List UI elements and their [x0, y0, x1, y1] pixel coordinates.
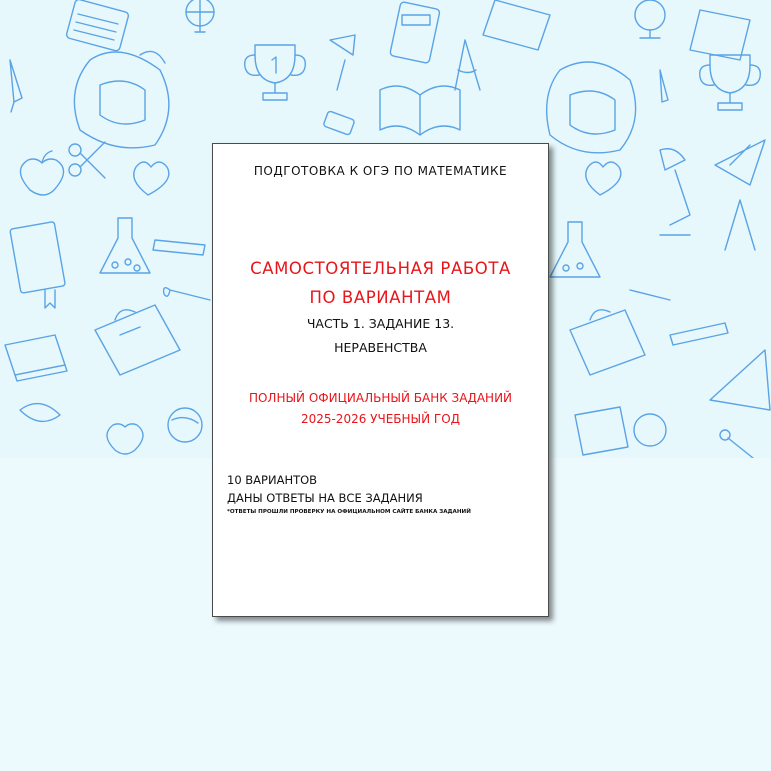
globe-icon-3 — [635, 0, 665, 38]
notebook-icon — [66, 0, 129, 52]
backpack-icon — [74, 51, 169, 147]
apple-icon-2 — [107, 424, 143, 454]
triangle-ruler-icon — [710, 350, 770, 410]
eraser-icon — [323, 111, 355, 136]
title-line-2: ПО ВАРИАНТАМ — [309, 288, 452, 307]
answers-note: ДАНЫ ОТВЕТЫ НА ВСЕ ЗАДАНИЯ — [227, 491, 423, 505]
answers-footnote: *ОТВЕТЫ ПРОШЛИ ПРОВЕРКУ НА ОФИЦИАЛЬНОМ САЙТЕ БАНКА ЗАДАНИЙ — [227, 509, 471, 515]
globe-icon — [186, 0, 214, 32]
heart-icon — [134, 162, 169, 195]
ruler-icon — [153, 240, 205, 255]
document-header: ПОДГОТОВКА К ОГЭ ПО МАТЕМАТИКЕ — [253, 164, 508, 178]
trophy-icon — [245, 45, 306, 100]
ruler-icon-2 — [670, 323, 728, 345]
part-line: ЧАСТЬ 1. ЗАДАНИЕ 13. — [306, 316, 455, 331]
bank-line-1: ПОЛНЫЙ ОФИЦИАЛЬНЫЙ БАНК ЗАДАНИЙ — [248, 391, 513, 405]
books-stack-icon — [5, 335, 67, 381]
backpack-icon-2 — [547, 62, 636, 153]
topic-line: НЕРАВЕНСТВА — [334, 340, 427, 355]
paintbrush-icon-2 — [630, 290, 670, 300]
book-icon — [10, 221, 66, 308]
trophy-icon-2 — [700, 55, 761, 110]
compass-icon — [455, 40, 480, 90]
lamp-icon — [660, 149, 690, 235]
heart-icon-2 — [586, 162, 621, 195]
pencil-icon — [10, 60, 22, 112]
pencil-icon-3 — [660, 70, 668, 102]
paper-icon — [483, 0, 550, 50]
scroll-icon — [690, 10, 750, 60]
flask-icon — [100, 218, 150, 273]
apple-icon — [20, 151, 63, 195]
scissors-icon-2 — [720, 430, 753, 458]
bank-line-2: 2025-2026 УЧЕБНЫЙ ГОД — [300, 412, 461, 426]
calculator-icon — [390, 1, 441, 63]
briefcase-icon-2 — [570, 310, 645, 375]
globe-icon-2 — [168, 408, 202, 442]
briefcase-icon — [95, 305, 180, 375]
flask-icon-2 — [550, 222, 600, 277]
leaf-icon — [20, 404, 60, 422]
pencil-icon-2 — [330, 35, 355, 90]
open-book-icon — [380, 86, 460, 135]
scissors-icon — [69, 142, 105, 178]
compass-icon-2 — [725, 200, 755, 250]
variants-count: 10 ВАРИАНТОВ — [227, 473, 318, 487]
title-line-1: САМОСТОЯТЕЛЬНАЯ РАБОТА — [250, 259, 511, 278]
paper-icon-2 — [575, 407, 628, 455]
document-cover — [212, 143, 549, 617]
globe-icon-4 — [634, 414, 666, 446]
paintbrush-icon — [164, 288, 210, 300]
paper-plane-icon — [715, 140, 765, 185]
